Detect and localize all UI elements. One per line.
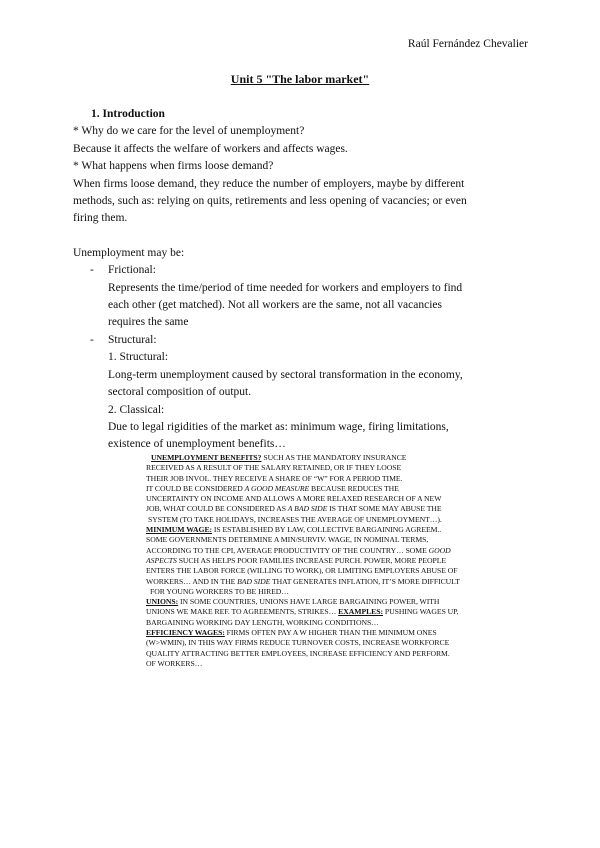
note-text: UNIONS WE MAKE REF. TO AGREEMENTS, STRIKES… [146,607,339,617]
term-efficiency-wages: EFFICIENCY WAGES: [146,628,225,638]
note-line [146,577,518,587]
note-text: BECAUSE REDUCES THE [309,483,399,493]
sub-label: 2. Classical: [108,403,165,416]
note-line: QUALITY ATTRACTING BETTER EMPLOYEES, INCREASE EFFICIENCY AND PERFORM. [146,648,450,658]
note-line: UNCERTAINTY ON INCOME AND ALLOWS A MORE RELAXED RESEARCH OF A NEW [146,494,442,504]
note-line [146,597,518,607]
intro-line: * Why do we care for the level of unemployment? [73,125,305,138]
note-text: FIRMS OFTEN PAY A W HIGHER THAN THE MINIMUM ONES [224,628,437,638]
note-text: THAT GENERATES INFLATION, IT’S MORE DIFFICULT [270,576,460,586]
desc-line: sectoral composition of output. [108,386,252,399]
desc-line: each other (get matched). Not all workers are the same, not all vacancies [108,299,442,312]
sub-label: 1. Structural: [108,351,169,364]
note-text: IS THAT SOME MAY ABUSE THE [327,504,442,514]
frictional-desc [73,280,533,332]
term-unions: UNIONS: [146,597,179,607]
note-line: RECEIVED AS A RESULT OF THE SALARY RETAINED, OR IF THEY LOOSE [146,463,402,473]
note-line [146,628,518,638]
note-text: SUCH AS THE MANDATORY INSURANCE [261,453,407,462]
note-line [146,525,518,535]
note-line: SOME GOVERNMENTS DETERMINE A MIN/SURVIV. WAGE, IN NOMINAL TERMS, [146,535,429,545]
note-line: BARGAINING WORKING DAY LENGTH, WORKING CONDITIONS… [146,617,379,627]
structural-desc [73,349,533,453]
note-line: THEIR JOB INVOL. THEY RECEIVE A SHARE OF “W” FOR A PERIOD TIME. [146,473,403,483]
list-item-structural [73,332,533,349]
note-emph: A GOOD MEASURE [244,483,310,493]
desc-line: existence of unemployment benefits… [108,438,286,451]
term-minimum-wage: MINIMUM WAGE: [146,525,213,535]
document-title: Unit 5 "The labor market" [230,72,370,86]
note-line: FOR YOUNG WORKERS TO BE HIRED… [150,586,289,596]
note-line: OF WORKERS… [146,658,203,668]
list-item-frictional [73,262,533,279]
author-name: Raúl Fernández Chevalier [407,38,528,50]
desc-line: Due to legal rigidities of the market as: minimum wage, firing limitations, [108,420,449,433]
note-text: IT COULD BE CONSIDERED [146,483,245,493]
note-emph: EXAMPLES: [338,607,383,617]
note-line: (W>WMIN), IN THIS WAY FIRMS REDUCE TURNOVER COSTS, INCREASE WORKFORCE [146,638,450,648]
note-text: IS ESTABLISHED BY LAW, COLLECTIVE BARGAINING AGREEM.. [212,525,442,535]
spacer [73,228,533,245]
term-unemployment-benefits: UNEMPLOYMENT BENEFITS? [151,453,262,462]
unemployment-intro: Unemployment may be: [73,246,185,259]
intro-line: * What happens when firms loose demand? [73,160,274,173]
note-line: SYSTEM (TO TAKE HOLIDAYS, INCREASES THE AVERAGE OF UNEMPLOYMENT…). [148,514,442,524]
note-text: WORKERS… AND IN THE [146,576,238,586]
note-text: SUCH AS HELPS POOR FAMILIES INCREASE PURCH. POWER, MORE PEOPLE [176,555,447,565]
desc-line: requires the same [108,316,189,329]
note-emph: BAD SIDE [237,576,271,586]
frictional-label: Frictional: [108,264,156,277]
note-text: PUSHING WAGES UP, [383,607,459,617]
structural-label: Structural: [108,333,157,346]
dash-bullet: - [90,333,94,346]
desc-line: Represents the time/period of time needed for workers and employers to find [108,281,463,294]
intro-line: Because it affects the welfare of workers and affects wages. [73,142,348,155]
note-line [146,607,518,617]
note-line [146,504,518,514]
intro-line: methods, such as: relying on quits, retirements and less opening of vacancies; or even [73,195,467,208]
note-emph: GOOD [428,545,451,555]
note-emph: ASPECTS [146,555,177,565]
note-text: ACCORDING TO THE CPI, AVERAGE PRODUCTIVITY OF THE COUNTRY… SOME [146,545,429,555]
intro-line: firing them. [73,212,128,225]
notes-block [146,453,518,669]
note-line [146,556,518,566]
dash-bullet: - [90,264,94,277]
note-line [146,453,518,463]
note-text: JOB, WHAT COULD BE CONSIDERED AS [146,504,288,514]
note-line [146,484,518,494]
desc-line: Long-term unemployment caused by sectoral transformation in the economy, [108,368,463,381]
section-heading-introduction: 1. Introduction [91,108,165,120]
note-text: IN SOME COUNTRIES, UNIONS HAVE LARGE BARGAINING POWER, WITH [178,597,440,607]
intro-line: When firms loose demand, they reduce the number of employers, maybe by different [73,177,465,190]
note-line [146,546,518,556]
note-line: ENTERS THE LABOR FORCE (WILLING TO WORK), OR LIMITING EMPLOYERS ABUSE OF [146,566,458,576]
document-body [73,106,533,454]
note-emph: A BAD SIDE [287,504,328,514]
